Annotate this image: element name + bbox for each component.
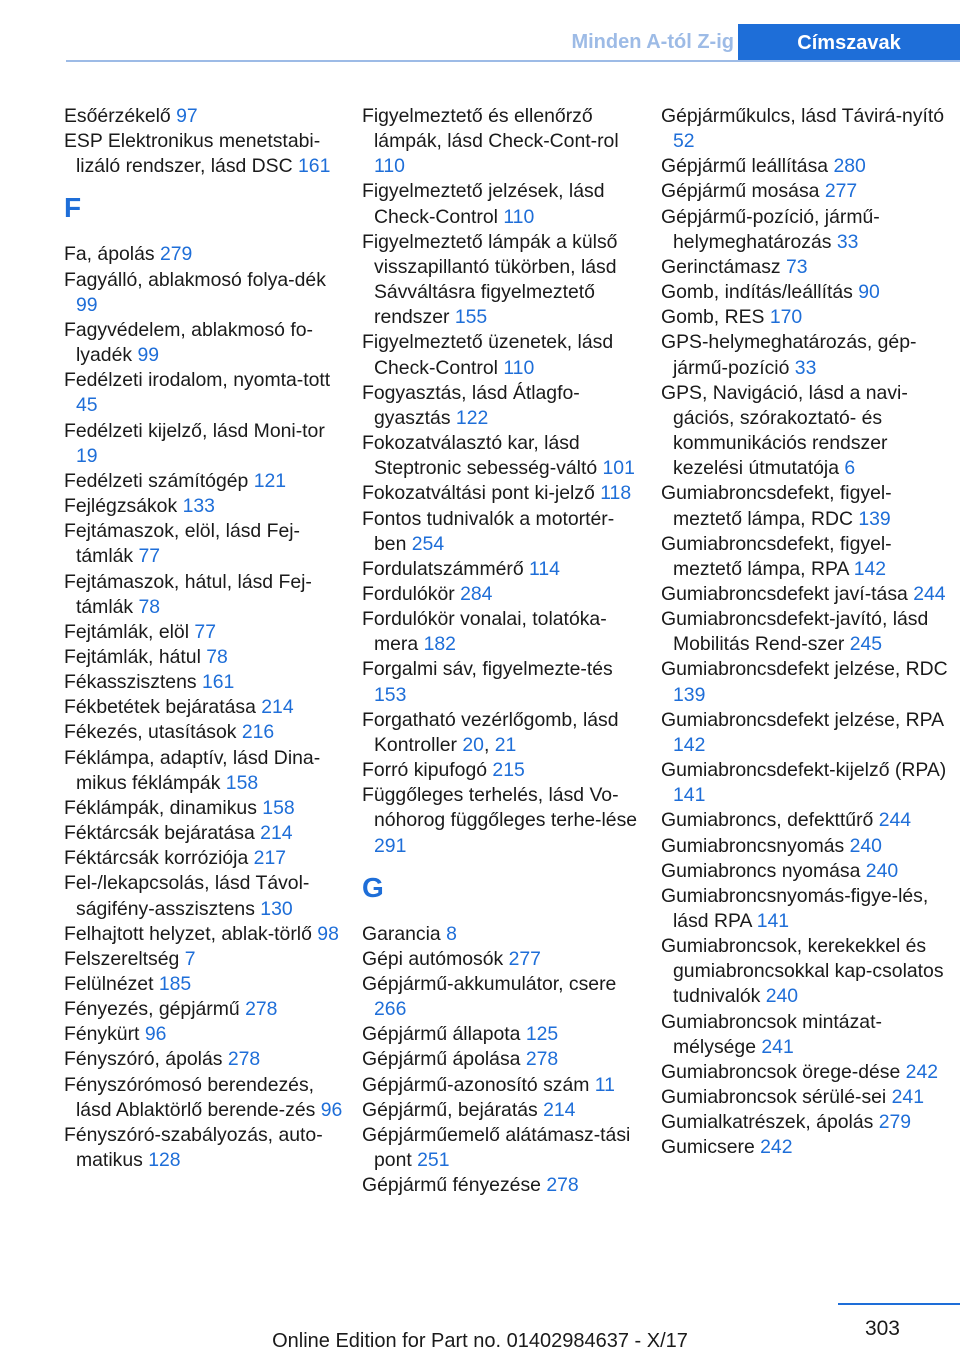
index-entry-text: Fokozatváltási pont ki-jelző (362, 482, 601, 505)
index-entry (64, 972, 344, 997)
page-separator: , (483, 733, 495, 756)
index-entry (64, 318, 344, 368)
index-entry (362, 1123, 642, 1173)
index-entry (362, 330, 642, 380)
index-entry-text: Fedélzeti számítógép (64, 469, 254, 492)
page-reference-link[interactable]: 114 (529, 557, 560, 580)
index-entry-text: Gépjármű-azonosító szám (362, 1073, 595, 1096)
index-entry-text: Forgalmi sáv, figyelmezte-tés (362, 658, 613, 681)
page-reference-link[interactable]: 240 (849, 834, 882, 857)
index-entry-text: Fel-/lekapcsolás, lásd Távol-ságifény-asszisztens (64, 872, 310, 920)
index-entry-text: Esőérzékelő (64, 105, 177, 127)
index-entry-text: Fejtámaszok, elöl, lásd Fej-támlák (64, 520, 301, 568)
index-entry (362, 1047, 642, 1072)
page-reference-link[interactable]: 133 (182, 495, 215, 518)
index-entry-text: Fedélzeti irodalom, nyomta-tott (64, 369, 331, 392)
index-entry (661, 1135, 951, 1160)
page-reference-link[interactable]: 266 (374, 998, 407, 1021)
index-entry-text: Fokozatválasztó kar, lásd Steptronic sebesség-váltó (362, 432, 603, 480)
page-reference-link[interactable]: 11 (594, 1073, 615, 1096)
page-reference-link[interactable]: 215 (492, 759, 525, 782)
page-reference-link[interactable]: 33 (794, 356, 817, 379)
index-entry (362, 230, 642, 331)
index-entry-text: Gépjárműkulcs, lásd Távirá-nyító (661, 105, 945, 127)
index-entry-text: Fejtámlák, elöl (64, 620, 195, 643)
index-entry-text: Gépjárműemelő alátámasz-tási pont (362, 1123, 631, 1172)
index-entry-text: Gomb, indítás/leállítás (661, 281, 859, 304)
page-reference-link[interactable]: 279 (159, 243, 193, 266)
index-entry (64, 947, 344, 972)
index-entry-text: Gépjármű ápolása (362, 1048, 526, 1071)
index-entry (661, 1010, 951, 1060)
index-entry-text: Gumiabroncsnyomás-figye-lés, lásd RPA (661, 884, 929, 932)
page-reference-link[interactable]: 97 (176, 105, 198, 127)
index-entry-text: Gumiabroncs, defekttűrő (661, 809, 879, 832)
page-reference-link[interactable]: 279 (878, 1111, 912, 1134)
index-entry (64, 570, 344, 620)
index-entry (661, 305, 951, 330)
page-reference-link[interactable]: 121 (253, 469, 287, 492)
index-entry (362, 783, 642, 858)
index-entry (64, 997, 344, 1022)
page-reference-link[interactable]: 128 (148, 1149, 181, 1172)
index-entry-text: Figyelmeztető és ellenőrző lámpák, lásd Check-Cont-rol (362, 105, 619, 153)
header-chapter-tab: Címszavak (738, 24, 960, 62)
index-entry (64, 519, 344, 569)
page-reference-link[interactable]: 101 (602, 457, 635, 480)
index-letter-heading: G (362, 871, 384, 903)
index-entry (362, 708, 642, 758)
page-reference-link[interactable]: 141 (756, 910, 790, 932)
index-entry (64, 720, 344, 745)
page-reference-link[interactable]: 291 (374, 834, 407, 857)
page-reference-link[interactable]: 19 (76, 444, 98, 467)
index-column-2 (362, 104, 642, 1198)
index-entry-text: Figyelmeztető jelzések, lásd Check-Control (362, 180, 605, 228)
page-reference-link[interactable]: 277 (508, 947, 541, 970)
header-divider (66, 60, 960, 62)
index-letter-heading: F (64, 192, 82, 224)
index-entry-text: Gépjármű-pozíció, jármű-helymeghatározás (661, 205, 880, 253)
index-entry-text: Fejlégzsákok (64, 495, 183, 518)
page-reference-link[interactable]: 153 (374, 683, 407, 706)
page-reference-link[interactable]: 77 (138, 545, 161, 568)
index-entry (661, 1060, 951, 1085)
index-entry-text: Fogyasztás, lásd Átlagfo-gyasztás (362, 381, 580, 429)
index-entry-text: Figyelmeztető lámpák a külső visszapillantó tükörben, lásd Sávváltásra figyelmeztető rendszer (362, 230, 618, 329)
index-entry (661, 255, 951, 280)
index-entry (64, 922, 344, 947)
index-entry-text: Fordulókör vonalai, tolatóka-mera (362, 608, 607, 656)
index-entry (64, 494, 344, 519)
page-reference-link[interactable]: 99 (137, 344, 160, 367)
index-entry (64, 469, 344, 494)
page-reference-link[interactable]: 158 (262, 796, 295, 819)
index-entry (64, 1073, 344, 1123)
page-reference-link[interactable]: 240 (865, 859, 899, 882)
index-entry-text: Függőleges terhelés, lásd Vo-nóhorog függőleges terhe-lése (362, 784, 638, 832)
page-reference-link[interactable]: 217 (253, 847, 287, 870)
page-reference-link[interactable]: 161 (201, 671, 235, 694)
index-entry (661, 330, 951, 380)
page-reference-link[interactable]: 170 (769, 306, 803, 329)
header-section-title: Minden A-tól Z-ig (571, 31, 734, 53)
index-entry (362, 481, 642, 506)
edition-footer: Online Edition for Part no. 01402984637 - X/17 (272, 1330, 688, 1352)
page-reference-link[interactable]: 185 (158, 973, 192, 995)
page-reference-link[interactable]: 78 (206, 645, 228, 668)
index-entry-text: Féklámpák, dinamikus (64, 796, 263, 819)
index-entry-text: Gumiabroncsdefekt, figyel-meztető lámpa, RDC (661, 482, 892, 530)
index-entry (661, 104, 951, 154)
index-entry-text: Fontos tudnivalók a motortér-ben (362, 507, 615, 555)
index-entry-text: Fedélzeti kijelző, lásd Moni-tor (64, 419, 325, 442)
index-entry-text: Gumicsere (661, 1136, 761, 1159)
page-reference-link[interactable]: 21 (494, 733, 517, 756)
index-entry (661, 280, 951, 305)
index-entry-text: Fékbetétek bejáratása (64, 696, 262, 719)
index-entry (661, 179, 951, 204)
index-entry (362, 582, 642, 607)
page-reference-link[interactable]: 278 (525, 1048, 559, 1071)
index-entry (64, 104, 344, 129)
index-entry (362, 1173, 642, 1198)
index-entry-text: Gumiabroncsok mintázat-mélysége (661, 1010, 882, 1058)
page-reference-link[interactable]: 7 (184, 947, 196, 970)
page-reference-link[interactable]: 216 (241, 721, 275, 744)
index-entry-text: Fejtámaszok, hátul, lásd Fej-támlák (64, 570, 312, 618)
index-entry-text: Gépjármű mosása (661, 180, 825, 203)
index-entry (362, 657, 642, 707)
index-entry (362, 1073, 642, 1098)
index-entry (661, 708, 951, 758)
index-entry (661, 884, 951, 934)
index-entry-text: Gumiabroncsnyomás (661, 834, 850, 857)
index-entry (64, 242, 344, 267)
page-reference-link[interactable]: 251 (417, 1149, 450, 1172)
index-entry-text: Gumiabroncs nyomása (661, 859, 866, 882)
index-entry (661, 657, 951, 707)
page-reference-link[interactable]: 280 (833, 155, 866, 178)
index-entry (64, 871, 344, 921)
index-entry-text: Gomb, RES (661, 306, 770, 329)
index-entry-text: Fényezés, gépjármű (64, 998, 246, 1021)
page-reference-link[interactable]: 277 (824, 180, 858, 203)
page-reference-link[interactable]: 142 (853, 557, 887, 580)
index-entry (64, 821, 344, 846)
index-entry (362, 179, 642, 229)
index-entry-text: Gumiabroncsok sérülé-sei (661, 1086, 892, 1109)
index-entry (362, 1098, 642, 1123)
page-reference-link[interactable]: 122 (455, 406, 489, 429)
index-entry-text: ESP Elektronikus menetstabi-lizáló rendszer, lásd DSC (64, 130, 321, 178)
index-column-3 (661, 104, 951, 1161)
page-reference-link[interactable]: 244 (913, 582, 946, 605)
index-entry-text: Gumiabroncsok, kerekekkel és gumiabroncsokkal kap-csolatos tudnivalók (661, 935, 944, 1008)
index-entry-text: Fékezés, utasítások (64, 721, 242, 744)
page-reference-link[interactable]: 245 (849, 633, 883, 656)
page-reference-link[interactable]: 182 (423, 633, 456, 656)
index-entry-text: Gumiabroncsdefekt-kijelző (RPA) (661, 759, 947, 782)
page-reference-link[interactable]: 77 (194, 620, 216, 643)
index-entry (64, 695, 344, 720)
page-reference-link[interactable]: 214 (543, 1098, 576, 1121)
index-entry (661, 532, 951, 582)
page-reference-link[interactable]: 284 (460, 582, 493, 605)
index-entry (362, 557, 642, 582)
index-entry-text: Fagyálló, ablakmosó folya-dék (64, 268, 326, 291)
page-reference-link[interactable]: 242 (760, 1136, 793, 1159)
index-entry (362, 947, 642, 972)
index-entry (362, 431, 642, 481)
index-entry (362, 507, 642, 557)
index-entry-text: Fa, ápolás (64, 243, 160, 266)
index-entry-text: Féktárcsák korróziója (64, 847, 254, 870)
index-entry-text: Gépi autómosók (362, 947, 509, 970)
index-entry (64, 1022, 344, 1047)
page-reference-link[interactable]: 8 (446, 922, 457, 945)
index-entry-text: Féktárcsák bejáratása (64, 822, 261, 845)
index-entry (64, 1047, 344, 1072)
index-entry (362, 922, 642, 947)
page-reference-link[interactable]: 78 (138, 595, 161, 618)
index-entry (64, 368, 344, 418)
page-reference-link[interactable]: 241 (891, 1086, 924, 1109)
page-reference-link[interactable]: 99 (76, 293, 98, 316)
index-entry (661, 1110, 951, 1135)
index-entry-text: Gumiabroncsdefekt jelzése, RDC (661, 658, 948, 681)
index-entry-text: Gumialkatrészek, ápolás (661, 1111, 879, 1134)
page-reference-link[interactable]: 110 (503, 356, 535, 379)
page-reference-link[interactable]: 244 (878, 809, 912, 832)
page-reference-link[interactable]: 90 (858, 281, 880, 304)
index-entry-text: Gumiabroncsok örege-dése (661, 1060, 906, 1083)
page-reference-link[interactable]: 278 (245, 998, 278, 1021)
index-entry-text: Fékasszisztens (64, 671, 202, 694)
index-entry-text: Gerinctámasz (661, 255, 786, 278)
index-entry (64, 268, 344, 318)
index-entry-text: Fényszórómosó berendezés, lásd Ablaktörlő berende-zés (64, 1073, 321, 1121)
index-entry-text: Fényszóró, ápolás (64, 1048, 228, 1071)
page-number: 303 (864, 1317, 900, 1340)
index-entry-text: Gépjármű leállítása (661, 155, 834, 178)
index-entry (661, 481, 951, 531)
page-reference-link[interactable]: 254 (411, 532, 445, 555)
page-reference-link[interactable]: 214 (260, 822, 293, 845)
page-reference-link[interactable]: 278 (227, 1048, 261, 1071)
index-entry (661, 582, 951, 607)
index-entry-text: Gumiabroncsdefekt jelzése, RPA (661, 708, 944, 731)
index-entry-text: Fordulókör (362, 582, 461, 605)
index-entry-text: Gumiabroncsdefekt-javító, lásd Mobilitás Rend-szer (661, 608, 929, 656)
page-reference-link[interactable]: 240 (765, 985, 799, 1008)
page-reference-link[interactable]: 241 (761, 1035, 794, 1058)
footer-divider (838, 1303, 960, 1305)
index-entry (362, 758, 642, 783)
index-entry (64, 796, 344, 821)
index-entry-text: Fénykürt (64, 1023, 145, 1046)
index-entry (661, 834, 951, 859)
index-entry-text: Féklámpa, adaptív, lásd Dina-mikus féklámpák (64, 746, 321, 794)
page-reference-link[interactable]: 118 (600, 482, 632, 505)
index-entry-text: Gépjármű-akkumulátor, csere (362, 973, 617, 995)
index-entry (661, 758, 951, 808)
page-reference-link[interactable]: 33 (836, 230, 859, 253)
index-entry-text: Felszereltség (64, 947, 185, 970)
page-reference-link[interactable]: 155 (454, 306, 488, 329)
page-reference-link[interactable]: 139 (673, 683, 706, 706)
index-entry (362, 607, 642, 657)
index-entry (64, 670, 344, 695)
index-entry-text: Felhajtott helyzet, ablak-törlő (64, 922, 318, 945)
index-entry (362, 381, 642, 431)
index-entry (661, 934, 951, 1009)
index-entry-text: Garancia (362, 922, 447, 945)
index-entry-text: Gépjármű fényezése (362, 1174, 547, 1197)
page-reference-link[interactable]: 242 (905, 1060, 939, 1083)
index-entry-text: Fagyvédelem, ablakmosó fo-lyadék (64, 318, 313, 367)
index-entry (64, 419, 344, 469)
page-reference-link[interactable]: 142 (673, 733, 706, 756)
index-entry-text: Gumiabroncsdefekt javí-tása (661, 582, 914, 605)
index-entry (64, 1123, 344, 1173)
index-entry (661, 808, 951, 833)
page-reference-link[interactable]: 125 (525, 1023, 559, 1046)
index-entry (661, 859, 951, 884)
page-reference-link[interactable]: 20 (462, 733, 484, 756)
index-entry (64, 846, 344, 871)
page-reference-link[interactable]: 73 (786, 255, 808, 278)
index-entry (661, 607, 951, 657)
index-entry (64, 746, 344, 796)
page-reference-link[interactable]: 139 (858, 507, 891, 530)
index-entry (661, 205, 951, 255)
index-entry (661, 154, 951, 179)
page-reference-link[interactable]: 278 (546, 1174, 579, 1197)
index-entry-text: Felülnézet (64, 973, 159, 995)
index-entry-text: GPS-helymeghatározás, gép-jármű-pozíció (661, 331, 917, 379)
index-entry (362, 1022, 642, 1047)
index-entry (64, 129, 344, 179)
index-entry (64, 645, 344, 670)
page-reference-link[interactable]: 214 (261, 696, 294, 719)
index-entry-text: Figyelmeztető üzenetek, lásd Check-Control (362, 331, 614, 379)
index-entry-text: Fordulatszámmérő (362, 557, 530, 580)
index-entry-text: Forró kipufogó (362, 759, 493, 782)
index-entry (362, 104, 642, 179)
index-entry (362, 972, 642, 1022)
page-reference-link[interactable]: 52 (673, 130, 695, 153)
page-reference-link[interactable]: 141 (673, 784, 706, 807)
page-reference-link[interactable]: 45 (76, 394, 98, 417)
page-reference-link[interactable]: 158 (225, 771, 259, 794)
page-reference-link[interactable]: 96 (144, 1023, 167, 1046)
index-column-1 (64, 104, 344, 1173)
index-entry-text: Gépjármű, bejáratás (362, 1098, 544, 1121)
index-entry (64, 620, 344, 645)
index-entry-text: Gumiabroncsdefekt, figyel-meztető lámpa, RPA (661, 532, 892, 580)
index-entry-text: Fejtámlák, hátul (64, 645, 207, 668)
page-reference-link[interactable]: 98 (317, 922, 339, 945)
index-entry-text: Fényszóró-szabályozás, auto-matikus (64, 1123, 323, 1172)
page-reference-link[interactable]: 130 (260, 897, 293, 920)
page-reference-link[interactable]: 161 (298, 155, 331, 178)
page-reference-link[interactable]: 96 (320, 1098, 343, 1121)
index-entry-text: Forgatható vezérlőgomb, lásd Kontroller (362, 708, 619, 756)
page-reference-link[interactable]: 110 (503, 205, 535, 228)
index-entry-text: GPS, Navigáció, lásd a navi-gációs, szórakoztató- és kommunikációs rendszer kezelési útmutatója (661, 381, 908, 480)
page-reference-link[interactable]: 6 (844, 457, 856, 480)
index-entry (661, 381, 951, 482)
page-reference-link[interactable]: 110 (374, 155, 405, 178)
index-entry (661, 1085, 951, 1110)
index-entry-text: Gépjármű állapota (362, 1023, 526, 1046)
